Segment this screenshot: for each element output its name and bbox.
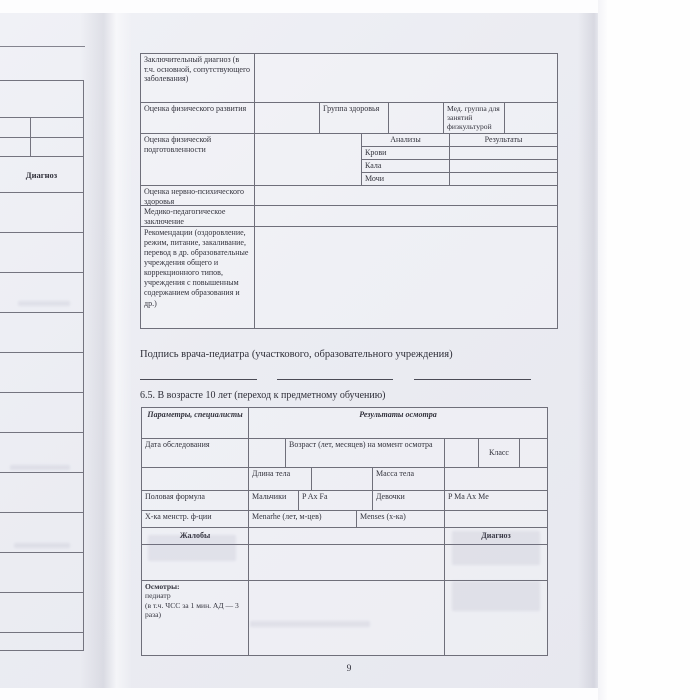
health-group-value-cell <box>388 103 443 133</box>
urine-analysis-row <box>362 172 557 185</box>
health-group-label: Группа здоровья <box>319 103 388 133</box>
blood-label: Крови <box>365 148 387 157</box>
diagnosis-value-cell <box>444 545 547 580</box>
class-value-cell <box>519 439 547 467</box>
section-heading: 6.5. В возрасте 10 лет (переход к предметному обучению) <box>140 390 386 401</box>
menstrual-label: Х-ка менстр. ф-ции <box>145 512 212 521</box>
page-edge-shadow <box>578 13 598 688</box>
complaints-value-cell <box>142 545 248 580</box>
class-label: Класс <box>478 439 519 467</box>
age-10-exam-table <box>141 407 548 656</box>
book-spread <box>0 13 598 688</box>
recommendations-value-cell <box>254 227 557 328</box>
sex-formula-label: Половая формула <box>145 492 205 501</box>
examinations-diagnosis-cell <box>444 581 547 655</box>
menstrual-value-cell <box>444 511 547 527</box>
final-diagnosis-table <box>140 53 558 329</box>
signature-line <box>414 379 531 380</box>
table-row <box>0 117 83 137</box>
girls-formula-label: P Ma Ax Me <box>444 491 547 510</box>
table-row <box>0 312 83 352</box>
examinations-value-cell <box>248 581 444 655</box>
blood-result-cell <box>449 147 557 159</box>
page-number: 9 <box>346 664 352 674</box>
body-mass-value-cell <box>444 468 547 490</box>
med-ped-value-cell <box>254 206 557 226</box>
menarche-label: Menarhe (лет, м-цев) <box>248 511 356 527</box>
examinations-line3: (в т.ч. ЧСС за 1 мин. АД — 3 раза) <box>145 600 239 620</box>
neuro-health-value-cell <box>254 186 557 205</box>
left-page-header-rule <box>0 46 85 47</box>
table-row <box>0 232 83 272</box>
boys-formula-label: P Ax Fa <box>298 491 372 510</box>
table-row <box>0 192 83 232</box>
diagnosis-label: Диагноз <box>444 528 547 544</box>
table-row <box>0 552 83 592</box>
body-length-value-cell <box>311 468 372 490</box>
exam-date-row <box>142 438 547 467</box>
physical-development-label: Оценка физического развития <box>144 104 247 113</box>
table-row <box>0 81 83 117</box>
table-row <box>141 133 557 185</box>
background-right <box>598 0 700 700</box>
examinations-label-cell <box>142 581 248 655</box>
urine-result-cell <box>449 173 557 185</box>
exam-date-label: Дата обследования <box>145 440 210 449</box>
neuro-health-label: Оценка нервно-психического здоровья <box>144 187 245 205</box>
signature-line <box>277 379 393 380</box>
examinations-row <box>142 580 547 655</box>
table-row <box>0 352 83 392</box>
spine-shadow <box>80 13 132 688</box>
girls-label: Девочки <box>372 491 444 510</box>
table-row <box>0 472 83 512</box>
complaints-body-row <box>142 544 547 580</box>
boys-label: Мальчики <box>248 491 298 510</box>
examinations-line2: педиатр <box>145 591 171 601</box>
physical-fitness-label: Оценка физической подготовленности <box>144 135 212 154</box>
physical-fitness-value-cell <box>254 134 361 185</box>
table-row <box>141 54 557 102</box>
analyses-subtable <box>361 134 557 185</box>
results-header: Результаты осмотра <box>248 408 547 438</box>
empty-cell <box>142 468 248 490</box>
stool-analysis-row <box>362 159 557 172</box>
body-measures-row <box>142 467 547 490</box>
med-ped-label: Медико-педагогическое заключение <box>144 207 226 226</box>
complaints-header-row <box>142 527 547 544</box>
examinations-label: Осмотры: <box>145 582 180 591</box>
table-row <box>0 592 83 632</box>
exam-date-value-cell <box>248 439 285 467</box>
analyses-header-row <box>362 134 557 146</box>
analyses-header: Анализы <box>390 135 421 144</box>
final-diagnosis-label: Заключительный диагноз (в т.ч. основной, сопутствующего заболевания) <box>144 55 251 84</box>
med-group-value-cell <box>504 103 557 133</box>
physical-development-value-cell <box>254 103 319 133</box>
parameters-header: Параметры, специалисты <box>147 410 243 419</box>
med-group-label: Мед. группа для занятий физкультурой <box>443 103 504 133</box>
results-value-cell <box>248 545 444 580</box>
table-row <box>0 392 83 432</box>
table-row <box>0 512 83 552</box>
signature-caption: Подпись врача-педиатра (участкового, образовательного учреждения) <box>140 349 453 360</box>
menses-label: Menses (х-ка) <box>356 511 444 527</box>
table-header-row <box>142 408 547 438</box>
table-row <box>141 226 557 328</box>
signature-line <box>140 379 257 380</box>
urine-label: Мочи <box>365 174 385 183</box>
table-row <box>0 137 83 156</box>
age-value-cell <box>444 439 478 467</box>
empty-cell <box>248 528 444 544</box>
stool-label: Кала <box>365 161 382 170</box>
cell-divider <box>30 118 31 137</box>
final-diagnosis-value-cell <box>254 54 557 102</box>
cell-divider <box>30 138 31 156</box>
body-length-label: Длина тела <box>248 468 311 490</box>
complaints-label: Жалобы <box>179 531 211 541</box>
results-header: Результаты <box>449 134 557 146</box>
table-row <box>0 272 83 312</box>
left-diagnosis-header: Диагноз <box>0 156 83 192</box>
table-row <box>0 432 83 472</box>
left-page-table <box>0 80 84 651</box>
body-mass-label: Масса тела <box>372 468 444 490</box>
table-row <box>141 102 557 133</box>
blood-analysis-row <box>362 146 557 159</box>
table-row <box>141 205 557 226</box>
stool-result-cell <box>449 160 557 172</box>
age-label: Возраст (лет, месяцев) на момент осмотра <box>285 439 444 467</box>
sex-formula-row <box>142 490 547 510</box>
table-row <box>0 632 83 650</box>
table-row <box>141 185 557 205</box>
recommendations-label: Рекомендации (оздоровление, режим, питание, закаливание, перевод в др. образовательные учреждения общего и коррекционного типов, учреждения с повышенным содержанием образования и др.) <box>144 228 249 308</box>
menstrual-row <box>142 510 547 527</box>
